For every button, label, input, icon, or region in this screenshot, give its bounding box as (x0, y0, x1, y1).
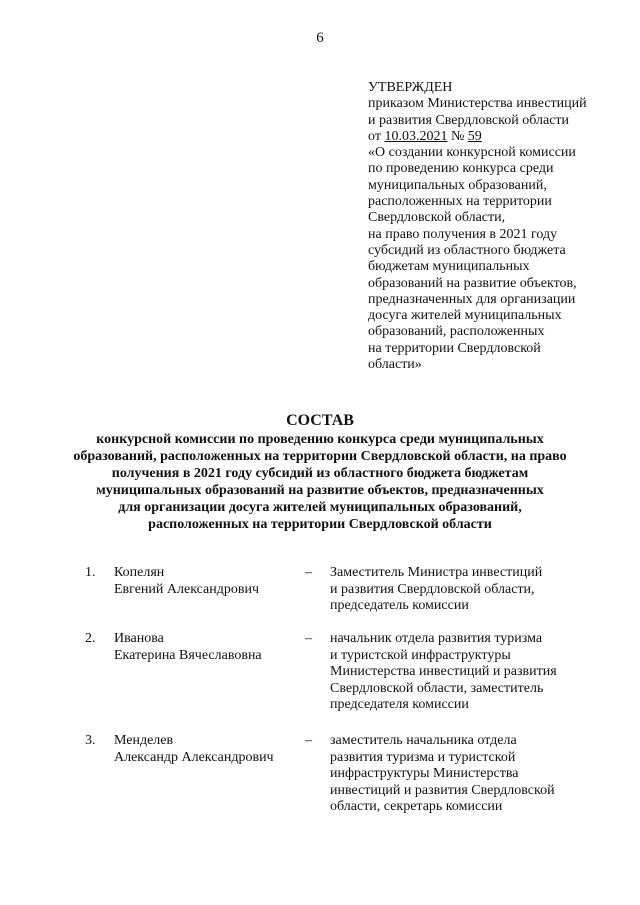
member-role (330, 733, 600, 816)
approval-number: 59 (467, 128, 482, 144)
approval-title-line: расположенных на территории (368, 194, 552, 210)
approval-title-line: образований на развитие объектов, (368, 275, 577, 291)
document-subtitle-line: конкурсной комиссии по проведению конкурса среди муниципальных (96, 432, 544, 447)
approval-title-line: Свердловской области, (368, 210, 506, 226)
document-subtitle-line: для организации досуга жителей муниципальных образований, (118, 500, 522, 516)
member-role-line: Министерства инвестиций и развития (330, 664, 557, 679)
member-role-line: председателя комиссии (330, 697, 469, 712)
member-given-names: Александр Александрович (114, 749, 274, 765)
member-role-line: и развития Свердловской области, (330, 581, 535, 597)
approval-stamp (368, 80, 633, 373)
member-surname: Менделев (114, 733, 174, 748)
approval-title-line: на право получения в 2021 году (368, 226, 558, 242)
member-person (114, 733, 304, 766)
member-role-line: инфраструктуры Министерства (330, 766, 519, 781)
member-person (114, 631, 304, 664)
member-role-line: председатель комиссии (330, 598, 469, 613)
member-role-line: инвестиций и развития Свердловской (330, 782, 555, 798)
approval-title-line: досуга жителей муниципальных (368, 308, 562, 324)
page-number: 6 (316, 30, 324, 46)
member-role-line: Заместитель Министра инвестиций (330, 565, 543, 580)
approval-title-line: по проведению конкурса среди (368, 161, 554, 177)
approval-order-line-1: приказом Министерства инвестиций (368, 96, 587, 112)
approval-date-prefix: от (368, 128, 381, 144)
member-surname: Иванова (114, 631, 164, 646)
member-given-names: Евгений Александрович (114, 581, 260, 597)
member-number: 2. (85, 631, 96, 646)
member-role-line: Свердловской области, заместитель (330, 680, 544, 696)
approval-title-line: муниципальных образований, (368, 177, 547, 193)
member-number: 1. (85, 565, 96, 580)
member-person (114, 565, 304, 598)
approval-title-line: области» (368, 357, 422, 373)
member-role-line: и туристской инфраструктуры (330, 647, 511, 663)
member-role (330, 565, 600, 615)
member-dash: – (305, 631, 312, 646)
member-role-line: начальник отдела развития туризма (330, 631, 543, 646)
approval-date-line (368, 129, 633, 145)
member-number: 3. (85, 733, 96, 748)
member-role-line: развития туризма и туристской (330, 749, 516, 765)
member-dash: – (305, 565, 312, 580)
member-role-line: заместитель начальника отдела (330, 733, 517, 748)
approval-heading: УТВЕРЖДЕН (368, 80, 453, 95)
approval-title-line: предназначенных для организации (368, 291, 576, 307)
member-role (330, 631, 600, 714)
member-dash: – (305, 733, 312, 748)
document-title: СОСТАВ (286, 412, 354, 429)
document-heading (0, 411, 640, 534)
approval-order-line-2: и развития Свердловской области (368, 112, 570, 128)
member-surname: Копелян (114, 565, 165, 580)
document-subtitle-line: расположенных на территории Свердловской области (148, 517, 492, 533)
approval-date: 10.03.2021 (384, 128, 448, 144)
approval-number-sign: № (450, 128, 465, 144)
document-subtitle-line: муниципальных образований на развитие объектов, предназначенных (96, 483, 544, 499)
approval-title-line: субсидий из областного бюджета (368, 242, 566, 258)
document-subtitle-line: получения в 2021 году субсидий из областного бюджета бюджетам (111, 466, 529, 482)
approval-title-line: бюджетам муниципальных (368, 259, 530, 275)
member-role-line: области, секретарь комиссии (330, 799, 503, 814)
approval-title-line: на территории Свердловской (368, 340, 541, 356)
approval-title-line: «О создании конкурсной комиссии (368, 145, 576, 161)
approval-title-line: образований, расположенных (368, 324, 545, 340)
member-given-names: Екатерина Вячеславовна (114, 647, 262, 663)
document-subtitle-line: образований, расположенных на территории Свердловской области, на право (73, 449, 567, 465)
